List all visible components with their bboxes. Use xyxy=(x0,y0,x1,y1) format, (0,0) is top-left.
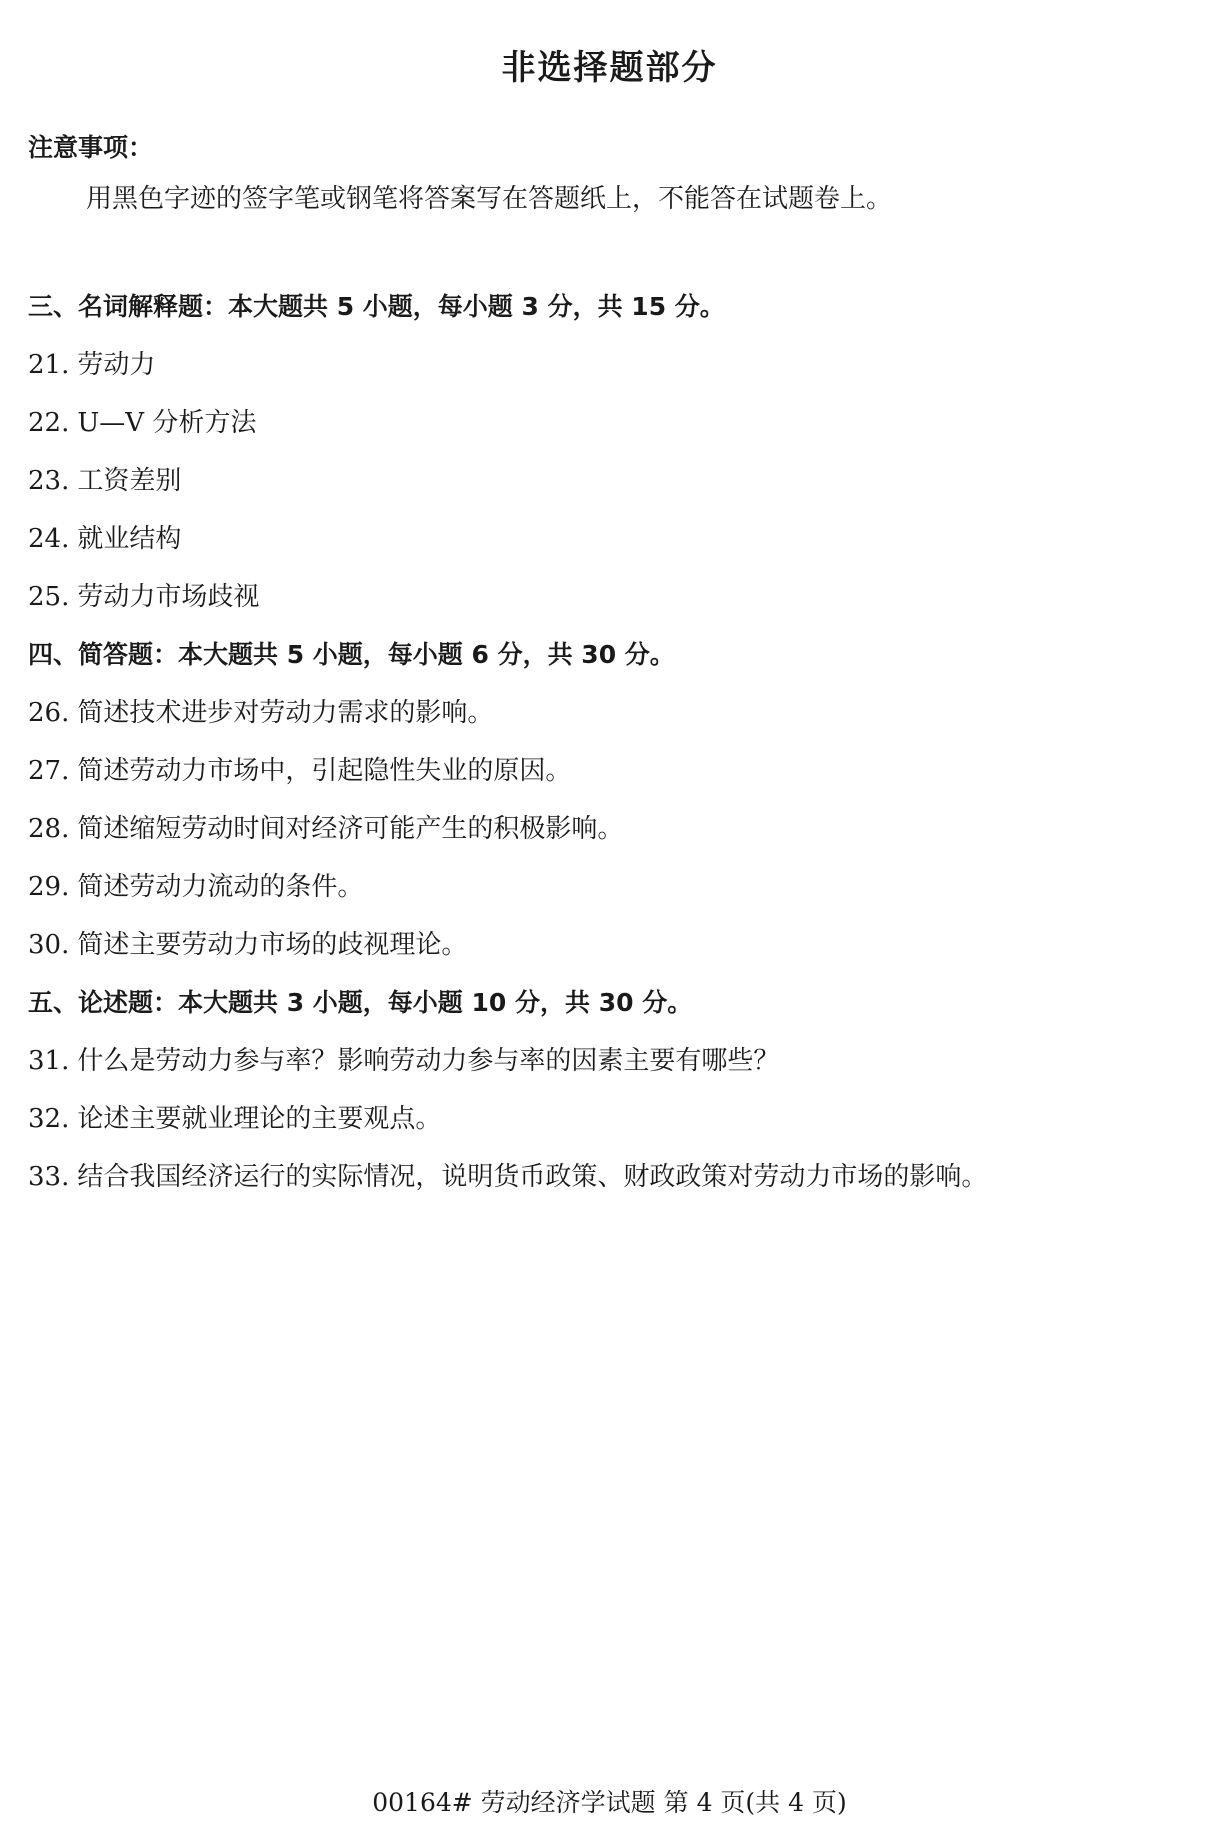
question-text: 劳动力市场歧视 xyxy=(77,582,260,612)
question-number: 21. xyxy=(28,350,70,380)
question-text: 论述主要就业理论的主要观点。 xyxy=(77,1104,442,1134)
question-number: 27. xyxy=(28,756,70,786)
question-text: 劳动力 xyxy=(77,350,156,380)
section-heading-definitions: 三、名词解释题：本大题共 5 小题，每小题 3 分，共 15 分。 xyxy=(28,292,725,321)
question-item xyxy=(28,1148,1198,1206)
question-number: 25. xyxy=(28,582,70,612)
question-item xyxy=(28,858,1198,916)
question-item xyxy=(28,684,1198,742)
question-text: 就业结构 xyxy=(77,524,182,554)
question-content xyxy=(28,278,1198,1206)
question-text: 工资差别 xyxy=(77,466,182,496)
question-number: 30. xyxy=(28,930,70,960)
question-text: 简述技术进步对劳动力需求的影响。 xyxy=(77,698,494,728)
question-item xyxy=(28,568,1198,626)
notice-text: 用黑色字迹的签字笔或钢笔将答案写在答题纸上，不能答在试题卷上。 xyxy=(86,184,893,214)
question-number: 23. xyxy=(28,466,70,496)
question-number: 33. xyxy=(28,1162,70,1192)
question-item xyxy=(28,742,1198,800)
page-footer: 00164# 劳动经济学试题 第 4 页(共 4 页) xyxy=(372,1788,847,1817)
question-text: 简述劳动力流动的条件。 xyxy=(77,872,364,902)
question-number: 29. xyxy=(28,872,70,902)
question-number: 31. xyxy=(28,1046,70,1076)
question-item xyxy=(28,800,1198,858)
question-number: 28. xyxy=(28,814,70,844)
section-heading-short-answer: 四、简答题：本大题共 5 小题，每小题 6 分，共 30 分。 xyxy=(28,640,675,669)
question-number: 32. xyxy=(28,1104,70,1134)
page-title: 非选择题部分 xyxy=(501,48,718,88)
question-number: 22. xyxy=(28,408,70,438)
question-item xyxy=(28,394,1198,452)
question-text: U—V 分析方法 xyxy=(77,408,257,438)
question-number: 24. xyxy=(28,524,70,554)
notice-heading: 注意事项： xyxy=(28,133,154,162)
section-heading-essay: 五、论述题：本大题共 3 小题，每小题 10 分，共 30 分。 xyxy=(28,988,693,1017)
question-item xyxy=(28,1090,1198,1148)
question-text: 简述缩短劳动时间对经济可能产生的积极影响。 xyxy=(77,814,624,844)
question-item xyxy=(28,452,1198,510)
question-item xyxy=(28,1032,1198,1090)
question-text: 简述主要劳动力市场的歧视理论。 xyxy=(77,930,468,960)
question-text: 什么是劳动力参与率？影响劳动力参与率的因素主要有哪些？ xyxy=(77,1046,780,1076)
question-number: 26. xyxy=(28,698,70,728)
question-item xyxy=(28,336,1198,394)
question-text: 简述劳动力市场中，引起隐性失业的原因。 xyxy=(77,756,572,786)
question-item xyxy=(28,916,1198,974)
question-text: 结合我国经济运行的实际情况，说明货币政策、财政政策对劳动力市场的影响。 xyxy=(77,1162,988,1192)
question-item xyxy=(28,510,1198,568)
